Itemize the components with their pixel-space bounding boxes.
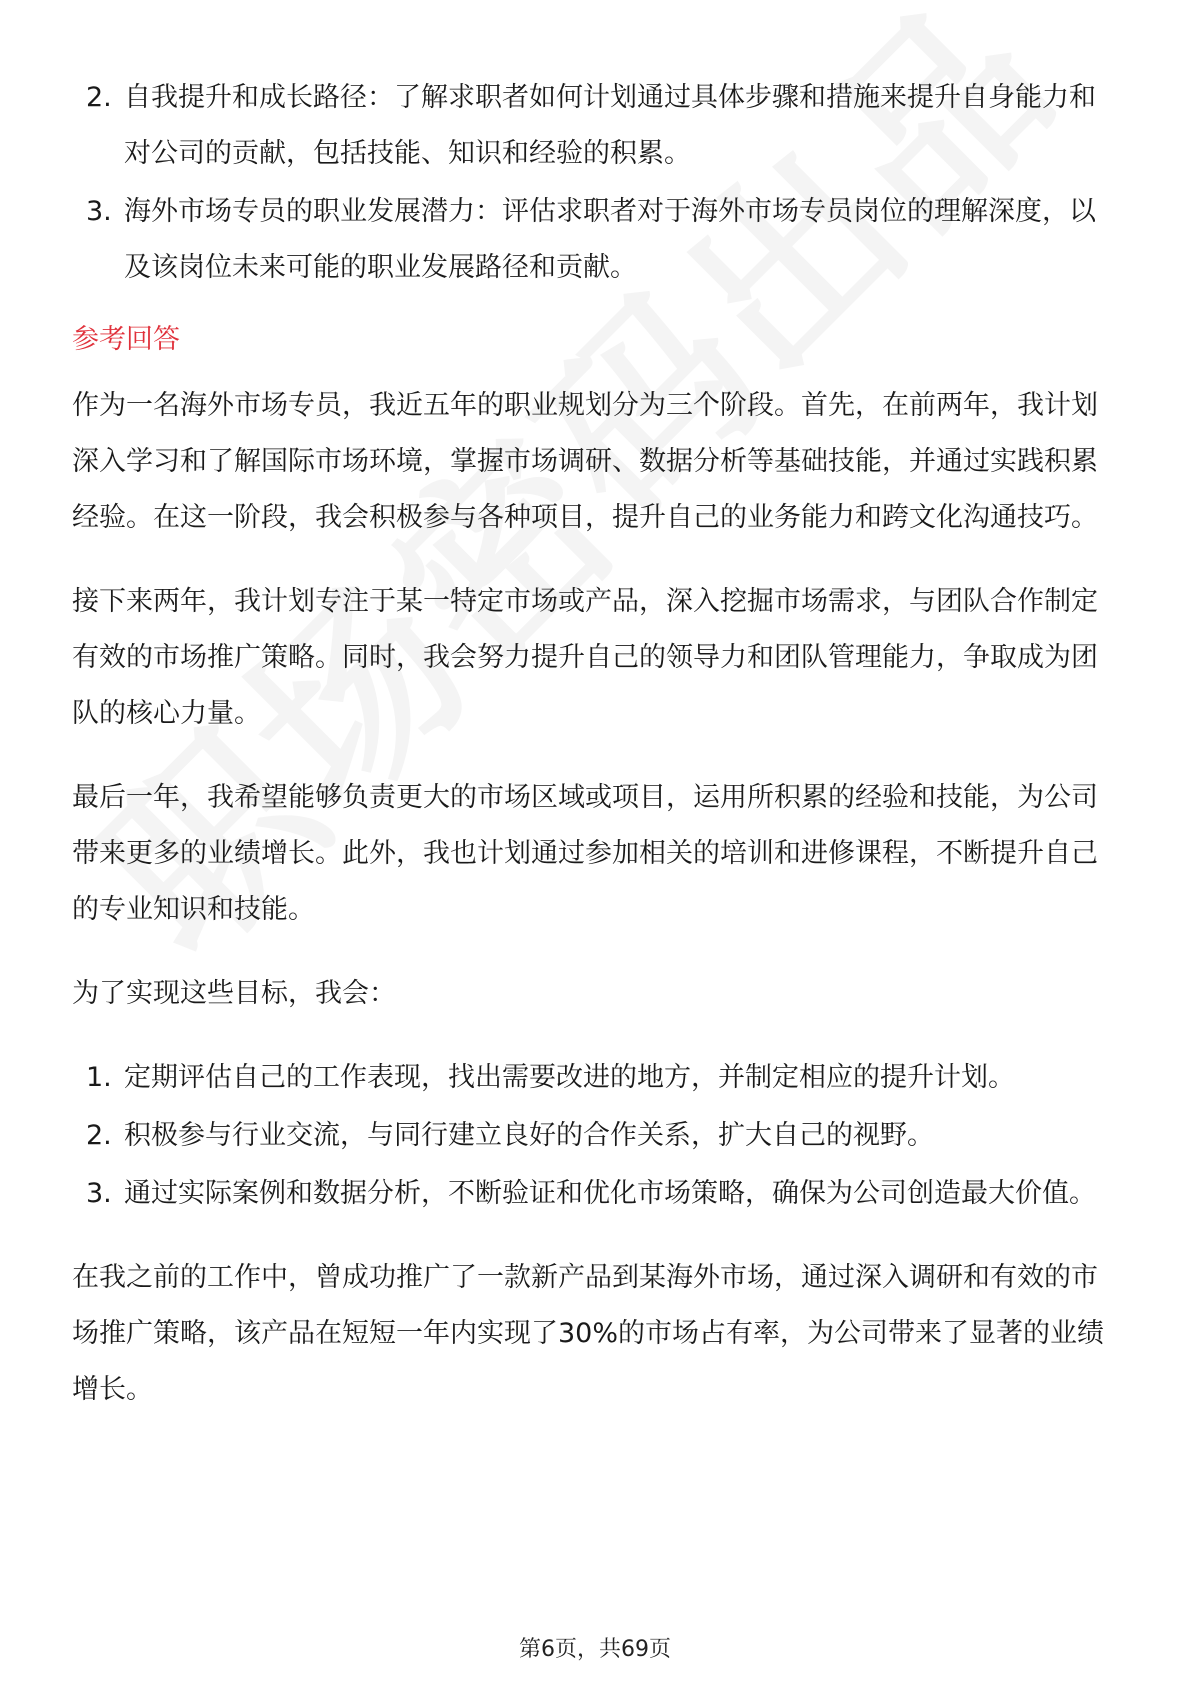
list-item-text: 自我提升和成长路径：了解求职者如何计划通过具体步骤和措施来提升自身能力和对公司的贡献，包括技能、知识和经验的积累。 bbox=[124, 82, 1096, 169]
page-number-footer: 第6页，共69页 bbox=[519, 1637, 671, 1662]
list-item-text: 通过实际案例和数据分析，不断验证和优化市场策略，确保为公司创造最大价值。 bbox=[124, 1178, 1096, 1209]
list-item-number: 3. bbox=[86, 196, 112, 227]
list-item-text: 积极参与行业交流，与同行建立良好的合作关系，扩大自己的视野。 bbox=[124, 1120, 934, 1151]
list-item-number: 2. bbox=[86, 1120, 112, 1151]
page-content bbox=[72, 70, 1120, 1446]
paragraph: 作为一名海外市场专员，我近五年的职业规划分为三个阶段。首先，在前两年，我计划深入学习和了解国际市场环境，掌握市场调研、数据分析等基础技能，并通过实践积累经验。在这一阶段，我会积极参与各种项目，提升自己的业务能力和跨文化沟通技巧。 bbox=[72, 390, 1098, 533]
list-item bbox=[72, 1050, 1120, 1106]
list-item-number: 2. bbox=[86, 82, 112, 113]
list-item-number: 1. bbox=[86, 1062, 112, 1093]
list-item bbox=[72, 184, 1120, 296]
list-item bbox=[72, 1108, 1120, 1164]
list-item bbox=[72, 1166, 1120, 1222]
criteria-list bbox=[72, 70, 1120, 296]
reference-answer-heading: 参考回答 bbox=[72, 324, 180, 355]
list-item-number: 3. bbox=[86, 1178, 112, 1209]
list-item-text: 定期评估自己的工作表现，找出需要改进的地方，并制定相应的提升计划。 bbox=[124, 1062, 1015, 1093]
paragraph: 为了实现这些目标，我会： bbox=[72, 978, 396, 1009]
paragraph: 接下来两年，我计划专注于某一特定市场或产品，深入挖掘市场需求，与团队合作制定有效的市场推广策略。同时，我会努力提升自己的领导力和团队管理能力，争取成为团队的核心力量。 bbox=[72, 586, 1098, 729]
goals-list bbox=[72, 1050, 1120, 1222]
list-item-text: 海外市场专员的职业发展潜力：评估求职者对于海外市场专员岗位的理解深度，以及该岗位未来可能的职业发展路径和贡献。 bbox=[124, 196, 1096, 283]
paragraph: 最后一年，我希望能够负责更大的市场区域或项目，运用所积累的经验和技能，为公司带来更多的业绩增长。此外，我也计划通过参加相关的培训和进修课程，不断提升自己的专业知识和技能。 bbox=[72, 782, 1098, 925]
closing-paragraph: 在我之前的工作中，曾成功推广了一款新产品到某海外市场，通过深入调研和有效的市场推广策略，该产品在短短一年内实现了30%的市场占有率，为公司带来了显著的业绩增长。 bbox=[72, 1262, 1105, 1405]
list-item bbox=[72, 70, 1120, 182]
